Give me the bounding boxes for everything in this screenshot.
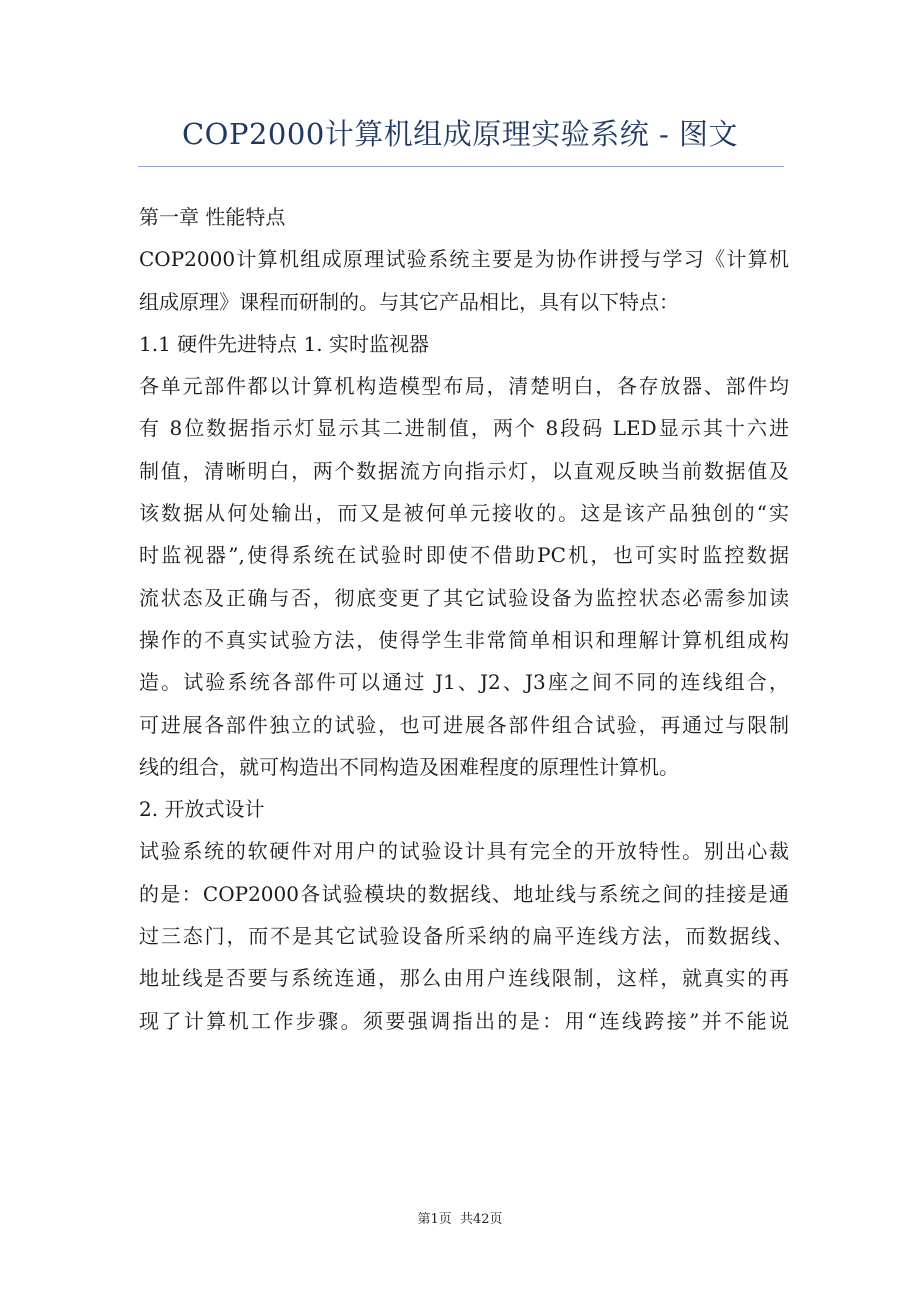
paragraph-line: 操作的不真实试验方法，使得学生非常简单相识和理解计算机组成构 <box>139 627 789 652</box>
page-total: 共42页 <box>459 1212 503 1227</box>
paragraph-line: 制值，清晰明白，两个数据流方向指示灯，以直观反映当前数据值及 <box>139 458 789 483</box>
paragraph-line: 该数据从何处输出，而又是被何单元接收的。这是该产品独创的“实 <box>139 501 789 526</box>
paragraph-line: 时监视器”,使得系统在试验时即使不借助PC机，也可实时监控数据 <box>139 543 789 568</box>
title-divider <box>138 166 784 167</box>
paragraph-line: 地址线是否要与系统连通，那么由用户连线限制，这样，就真实的再 <box>139 966 789 991</box>
page-number: 第1页 <box>417 1212 452 1227</box>
paragraph-line: 流状态及正确与否，彻底变更了其它试验设备为监控状态必需参加读 <box>139 585 789 610</box>
section-heading: 1.1 硬件先进特点 1. 实时监视器 <box>139 331 429 356</box>
paragraph-line: 现了计算机工作步骤。须要强调指出的是：用“连线跨接”并不能说 <box>139 1008 789 1033</box>
page-footer <box>0 1208 920 1227</box>
paragraph-line: 试验系统的软硬件对用户的试验设计具有完全的开放特性。别出心裁 <box>139 839 789 864</box>
paragraph-line: 的是：COP2000各试验模块的数据线、地址线与系统之间的挂接是通 <box>139 881 789 906</box>
paragraph-line: 组成原理》课程而研制的。与其它产品相比，具有以下特点： <box>139 289 679 314</box>
paragraph-line: 过三态门，而不是其它试验设备所采纳的扁平连线方法，而数据线、 <box>139 924 793 949</box>
paragraph-line: 各单元部件都以计算机构造模型布局，清楚明白，各存放器、部件均 <box>139 374 789 399</box>
paragraph-line: 可进展各部件独立的试验，也可进展各部件组合试验，再通过与限制 <box>139 712 789 737</box>
paragraph-line: 造。试验系统各部件可以通过 J1、J2、J3座之间不同的连线组合， <box>139 670 789 695</box>
document-title: COP2000计算机组成原理实验系统 - 图文 <box>181 117 738 151</box>
paragraph-line: COP2000计算机组成原理试验系统主要是为协作讲授与学习《计算机 <box>139 247 789 272</box>
paragraph-line: 有 8位数据指示灯显示其二进制值，两个 8段码 LED显示其十六进 <box>139 416 789 441</box>
section-heading: 2. 开放式设计 <box>139 797 265 822</box>
document-body <box>139 196 793 1042</box>
chapter-heading: 第一章 性能特点 <box>139 205 286 229</box>
paragraph-line: 线的组合，就可构造出不同构造及困难程度的原理性计算机。 <box>139 754 679 779</box>
